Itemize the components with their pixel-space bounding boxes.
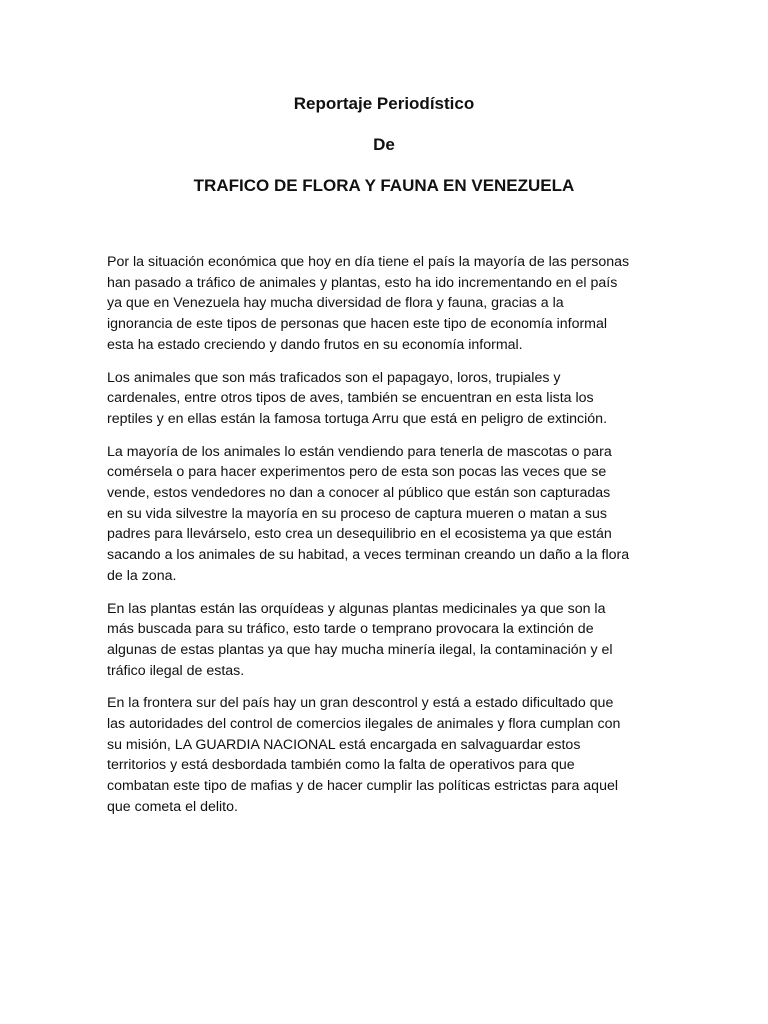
document-body — [107, 252, 665, 830]
document-title-line-1: Reportaje Periodístico — [293, 94, 475, 113]
paragraph-1: Por la situación económica que hoy en día tiene el país la mayoría de las personas han pasado a tráfico de animales y plantas, esto ha ido incrementando en el país ya que en Venezuela hay mucha diversidad de flora y fauna, gracias a la ignorancia de este tipos de personas que hacen este tipo de economía informal esta ha estado creciendo y dando frutos en su economía informal. — [107, 254, 630, 353]
paragraph-2: Los animales que son más traficados son el papagayo, loros, trupiales y cardenales, entre otros tipos de aves, también se encuentran en esta lista los reptiles y en ellas están la famosa tortuga Arru que está en peligro de extinción. — [107, 369, 608, 427]
document-title-line-2: De — [373, 135, 395, 154]
paragraph-3: La mayoría de los animales lo están vendiendo para tenerla de mascotas o para comérsela o para hacer experimentos pero de esta son pocas las veces que se vende, estos vendedores no dan a conocer al público que están son capturadas en su vida silvestre la mayoría en su proceso de captura mueren o matan a sus padres para llevárselo, esto crea un desequilibrio en el ecosistema ya que están sacando a los animales de su habitad, a veces terminan creando un daño a la flora de la zona. — [107, 443, 630, 584]
document-title-line-3: TRAFICO DE FLORA Y FAUNA EN VENEZUELA — [193, 176, 575, 195]
paragraph-5: En la frontera sur del país hay un gran descontrol y está a estado dificultado que las autoridades del control de comercios ilegales de animales y flora cumplan con su misión, LA GUARDIA NACIONAL está encargada en salvaguardar estos territorios y está desbordada también como la falta de operativos para que combatan este tipo de mafias y de hacer cumplir las políticas estrictas para aquel que cometa el delito. — [107, 695, 621, 815]
paragraph-4: En las plantas están las orquídeas y algunas plantas medicinales ya que son la más buscada para su tráfico, esto tarde o temprano provocara la extinción de algunas de estas plantas ya que hay mucha minería ilegal, la contaminación y el tráfico ilegal de estas. — [107, 600, 613, 679]
